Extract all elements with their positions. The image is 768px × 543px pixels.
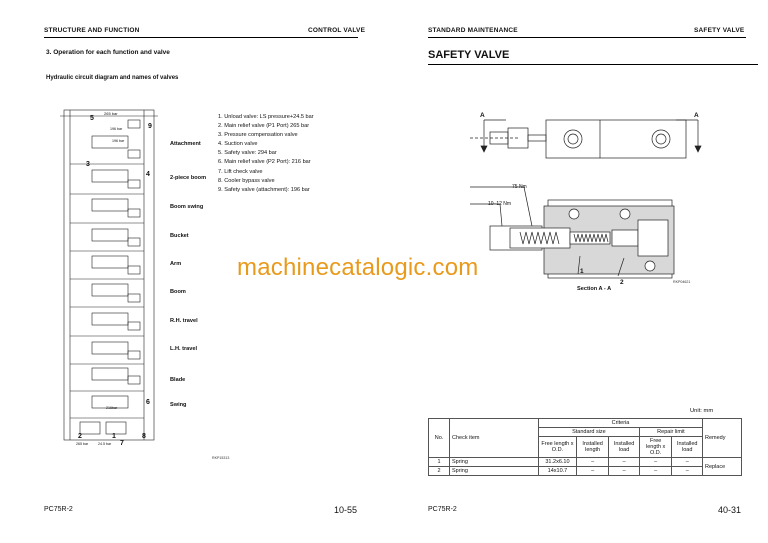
section-mark-a-right: A xyxy=(694,112,699,119)
th-criteria: Criteria xyxy=(539,419,703,428)
page-title: SAFETY VALVE xyxy=(428,49,510,61)
diagram-num-6: 6 xyxy=(146,399,150,406)
section-mark-a-left: A xyxy=(480,112,485,119)
right-figure-code: RKP04621 xyxy=(673,280,691,284)
legend-item: 7. Lift check valve xyxy=(218,168,263,175)
callout-1: 1 xyxy=(580,268,584,275)
right-footer-model: PC75R-2 xyxy=(428,506,457,513)
diagram-text-196b: 196 bar xyxy=(112,139,125,143)
valve-legend xyxy=(218,113,314,195)
cell-r-load: – xyxy=(672,458,703,467)
th-free-length: Free length x O.D. xyxy=(539,437,577,458)
cell-no: 1 xyxy=(429,458,450,467)
cell-inst-len: – xyxy=(576,467,608,476)
diagram-text-265-top: 265 bar xyxy=(104,111,118,116)
diagram-num-2: 2 xyxy=(78,433,82,440)
th-free-length-repair: Free length x O.D. xyxy=(639,437,672,458)
left-header-rule xyxy=(44,37,358,38)
function-label-boom: Boom xyxy=(170,289,186,295)
right-header-rule xyxy=(428,37,746,38)
th-installed-load: Installed load xyxy=(609,437,640,458)
th-installed-load-repair: Installed load xyxy=(672,437,703,458)
legend-item: 2. Main relief valve (P1 Port) 265 bar xyxy=(218,123,310,130)
torque-10-12nm: 10–12 Nm xyxy=(488,201,512,207)
left-footer-page: 10-55 xyxy=(334,505,358,515)
torque-75nm: 75 Nm xyxy=(512,184,527,190)
left-header-title: STRUCTURE AND FUNCTION xyxy=(44,27,140,34)
diagram-num-5: 5 xyxy=(90,115,94,122)
title-rule xyxy=(428,64,758,65)
table-row xyxy=(429,467,742,476)
function-label-2-piece-boom: 2-piece boom xyxy=(170,175,207,181)
diagram-num-9: 9 xyxy=(148,123,152,130)
function-label-boom-swing: Boom swing xyxy=(170,204,204,210)
function-label-bucket: Bucket xyxy=(170,233,189,239)
right-header-section: SAFETY VALVE xyxy=(694,27,745,34)
diagram-text-265-bottom: 265 bar xyxy=(76,442,89,446)
hydraulic-circuit-diagram xyxy=(60,106,160,461)
function-label-rh-travel: R.H. travel xyxy=(170,318,198,324)
th-check-item: Check item xyxy=(450,419,539,458)
legend-item: 4. Suction valve xyxy=(218,141,258,148)
left-header-section: CONTROL VALVE xyxy=(308,27,366,34)
legend-item: 8. Cooler bypass valve xyxy=(218,177,275,184)
th-no: No. xyxy=(429,419,450,458)
legend-item: 1. Unload valve: LS pressure+24.5 bar xyxy=(218,114,314,120)
diagram-num-3: 3 xyxy=(86,161,90,168)
th-standard-size: Standard size xyxy=(539,428,640,437)
diagram-num-4: 4 xyxy=(146,171,150,178)
th-installed-length: Installed length xyxy=(576,437,608,458)
criteria-table xyxy=(428,418,742,476)
cell-free: 31.2x6.10 xyxy=(539,458,577,467)
table-row xyxy=(429,458,742,467)
function-label-blade: Blade xyxy=(170,377,186,383)
callout-2: 2 xyxy=(620,279,624,286)
right-header-title: STANDARD MAINTENANCE xyxy=(428,27,518,34)
cell-free: 14x10.7 xyxy=(539,467,577,476)
cell-no: 2 xyxy=(429,467,450,476)
diagram-num-1: 1 xyxy=(112,433,116,440)
cell-inst-load: – xyxy=(609,467,640,476)
table-header-row xyxy=(429,419,742,428)
cell-r-load: – xyxy=(672,467,703,476)
diagram-text-216: 216bar xyxy=(106,406,118,410)
subsection-heading: Hydraulic circuit diagram and names of valves xyxy=(46,75,179,81)
diagram-num-7: 7 xyxy=(120,440,124,447)
cell-r-free: – xyxy=(639,458,672,467)
cell-item: Spring xyxy=(450,467,539,476)
cell-inst-load: – xyxy=(609,458,640,467)
unit-label: Unit: mm xyxy=(690,408,714,414)
function-label-attachment: Attachment xyxy=(170,141,201,147)
legend-item: 5. Safety valve: 294 bar xyxy=(218,150,277,157)
function-label-arm: Arm xyxy=(170,261,182,267)
legend-item: 6. Main relief valve (P2 Port): 216 bar xyxy=(218,159,311,166)
th-repair-limit: Repair limit xyxy=(639,428,702,437)
function-label-swing: Swing xyxy=(170,402,187,408)
function-label-lh-travel: L.H. travel xyxy=(170,346,198,352)
diagram-text-24-5: 24.5 bar xyxy=(98,442,112,446)
diagram-num-8: 8 xyxy=(142,433,146,440)
th-remedy: Remedy xyxy=(703,419,742,458)
cell-r-free: – xyxy=(639,467,672,476)
diagram-text-196a: 196 bar xyxy=(110,127,123,131)
cell-item: Spring xyxy=(450,458,539,467)
left-footer-model: PC75R-2 xyxy=(44,506,73,513)
watermark: machinecatalogic.com xyxy=(237,254,479,281)
legend-item: 3. Pressure compensation valve xyxy=(218,132,298,139)
section-a-a-label: Section A - A xyxy=(577,286,612,292)
left-figure-code: RKP15313 xyxy=(212,456,230,460)
section-heading: 3. Operation for each function and valve xyxy=(46,49,170,56)
safety-valve-drawing xyxy=(470,108,710,288)
right-footer-page: 40-31 xyxy=(718,505,742,515)
cell-remedy: Replace xyxy=(703,458,742,476)
legend-item: 9. Safety valve (attachment): 196 bar xyxy=(218,186,310,193)
cell-inst-len: – xyxy=(576,458,608,467)
